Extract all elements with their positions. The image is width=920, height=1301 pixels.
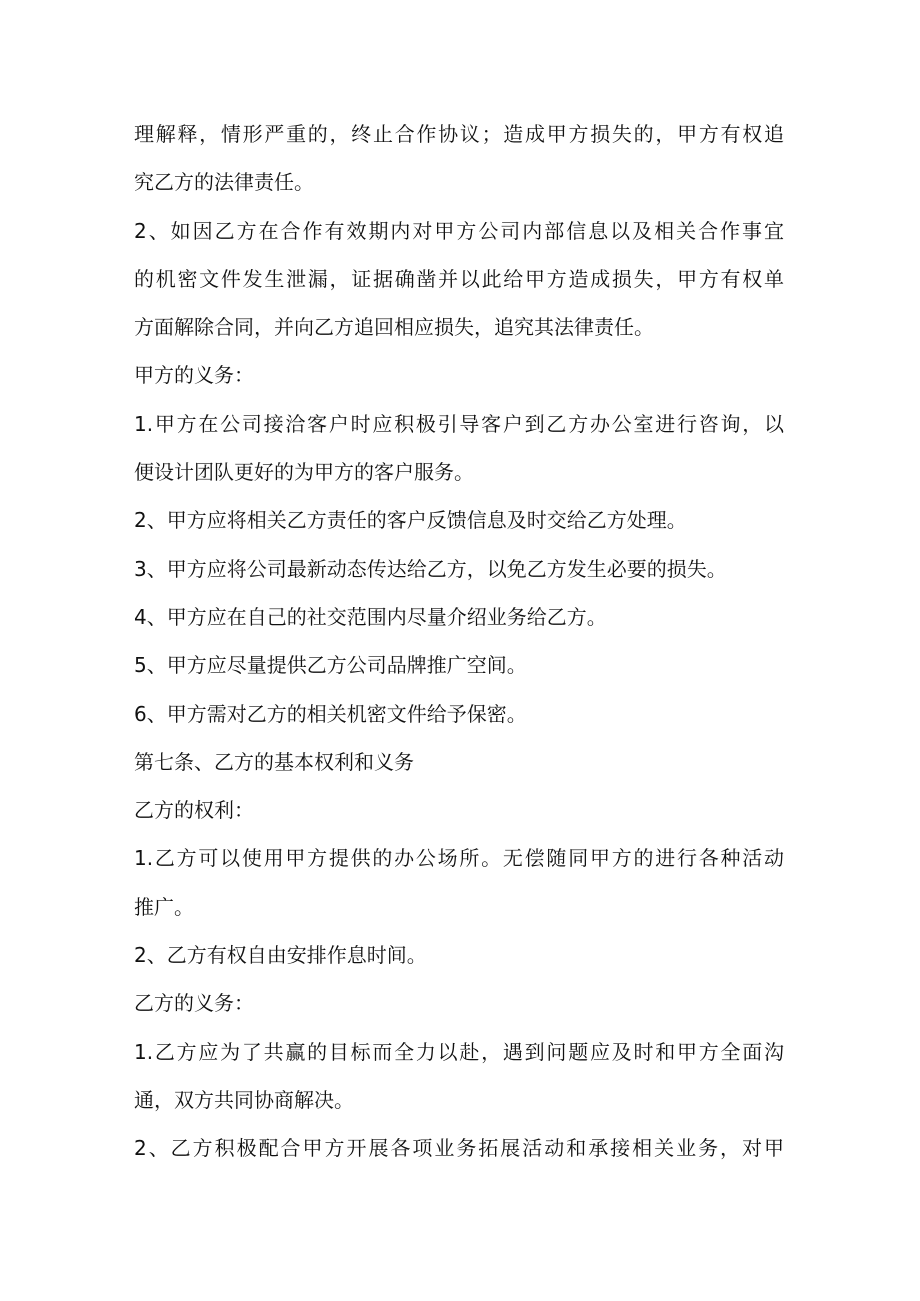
paragraph-line: 4、甲方应在自己的社交范围内尽量介绍业务给乙方。 (134, 604, 607, 629)
document-body (134, 110, 784, 1173)
paragraph-line: 的机密文件发生泄漏，证据确凿并以此给甲方造成损失，甲方有权单 (134, 266, 784, 291)
paragraph-line: 1.甲方在公司接洽客户时应积极引导客户到乙方办公室进行咨询，以 (134, 411, 784, 436)
paragraph-line: 1.乙方可以使用甲方提供的办公场所。无偿随同甲方的进行各种活动 (134, 846, 784, 871)
paragraph-line: 2、乙方积极配合甲方开展各项业务拓展活动和承接相关业务，对甲 (134, 1136, 784, 1161)
section-heading: 乙方的义务： (134, 991, 254, 1016)
article-heading: 第七条、乙方的基本权利和义务 (134, 749, 414, 774)
paragraph-line: 6、甲方需对乙方的相关机密文件给予保密。 (134, 701, 527, 726)
paragraph-line: 2、如因乙方在合作有效期内对甲方公司内部信息以及相关合作事宜 (134, 218, 784, 243)
paragraph-line: 5、甲方应尽量提供乙方公司品牌推广空间。 (134, 653, 527, 678)
paragraph-line: 3、甲方应将公司最新动态传达给乙方，以免乙方发生必要的损失。 (134, 556, 727, 581)
paragraph-line: 2、甲方应将相关乙方责任的客户反馈信息及时交给乙方处理。 (134, 508, 687, 533)
paragraph-line: 理解释，情形严重的，终止合作协议；造成甲方损失的，甲方有权追 (134, 122, 784, 146)
paragraph-line: 通，双方共同协商解决。 (134, 1087, 354, 1112)
section-heading: 乙方的权利： (134, 798, 254, 823)
paragraph-line: 1.乙方应为了共赢的目标而全力以赴，遇到问题应及时和甲方全面沟 (134, 1039, 784, 1064)
section-heading: 甲方的义务： (134, 363, 254, 388)
paragraph-line: 究乙方的法律责任。 (134, 170, 314, 195)
paragraph-line: 便设计团队更好的为甲方的客户服务。 (134, 460, 474, 485)
paragraph-line: 2、乙方有权自由安排作息时间。 (134, 943, 427, 968)
paragraph-line: 推广。 (134, 894, 194, 919)
paragraph-line: 方面解除合同，并向乙方追回相应损失，追究其法律责任。 (134, 315, 654, 340)
